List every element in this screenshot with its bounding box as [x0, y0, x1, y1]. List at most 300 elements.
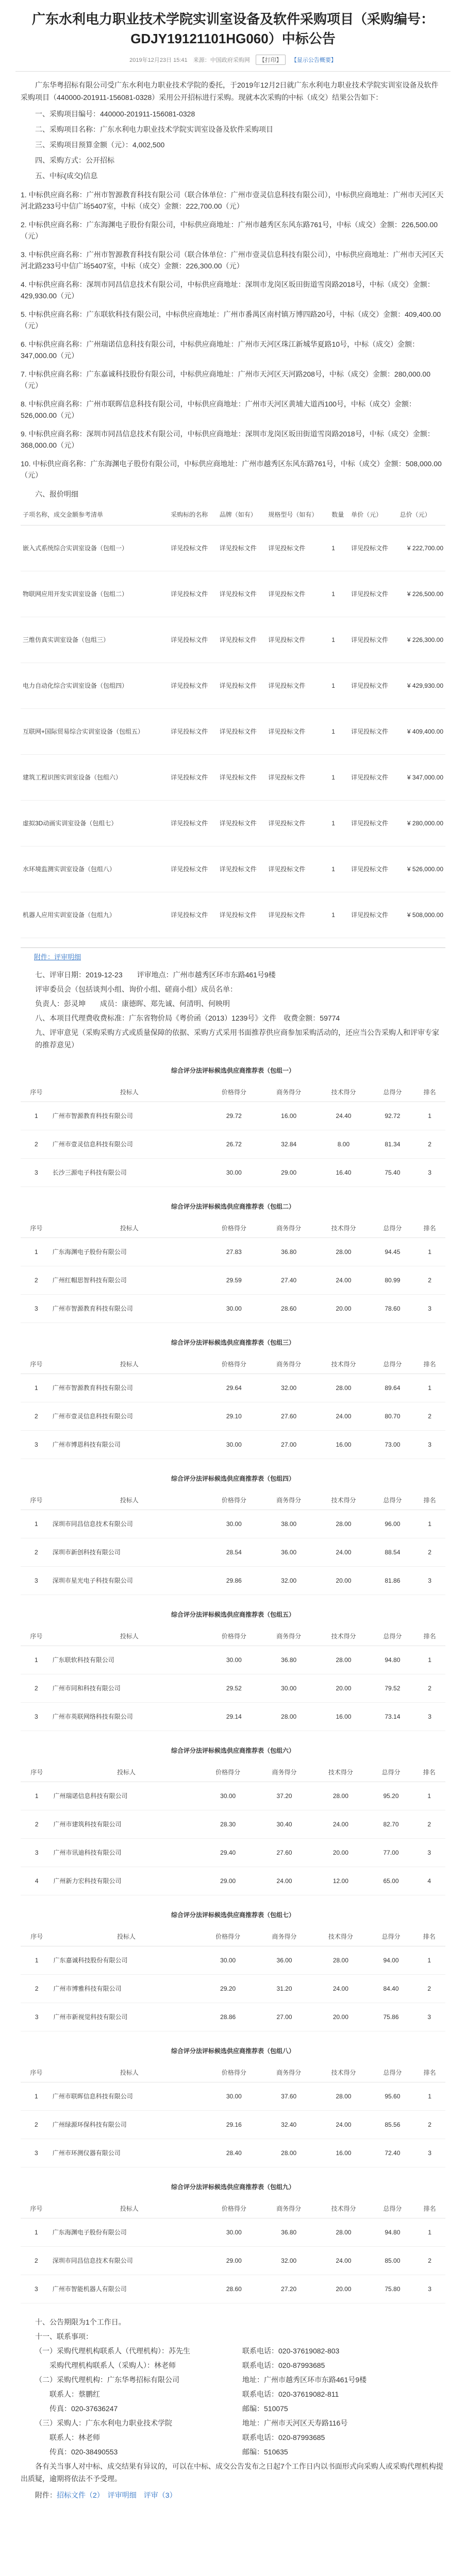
- table-row: [21, 2111, 445, 2139]
- column-header: 总价（元）: [398, 504, 445, 526]
- table-row: [21, 1159, 445, 1187]
- table-cell: 互联网+国际贸易综合实训室设备（包组五）: [21, 709, 169, 755]
- contact-row: [21, 2388, 445, 2400]
- contact-row: [21, 2446, 445, 2458]
- score-table-title: 综合评分法评标候选供应商推荐表（包组四）: [171, 1475, 295, 1482]
- column-header: 序号: [21, 1083, 52, 1102]
- table-cell: 深圳市同昌信息技术有限公司: [52, 1510, 207, 1538]
- table-cell: 详见投标文件: [266, 526, 329, 571]
- score-table: [21, 1083, 445, 1187]
- table-cell: 37.20: [256, 1782, 312, 1810]
- table-row: [21, 663, 445, 709]
- table-cell: 广州市英联网络科技有限公司: [52, 1703, 207, 1731]
- table-cell: 75.40: [371, 1159, 414, 1187]
- table-cell: 电力自动化综合实训室设备（包组四）: [21, 663, 169, 709]
- table-row: [21, 755, 445, 801]
- contact-value: 联系电话：020-87993685: [242, 2433, 325, 2442]
- table-cell: 2: [21, 1130, 52, 1159]
- table-cell: 27.00: [261, 1431, 316, 1459]
- score-table-header: [21, 1927, 445, 1946]
- table-row: [21, 1266, 445, 1295]
- score-table-header: [21, 1491, 445, 1510]
- table-cell: 广州市智源教育科技有限公司: [52, 1102, 207, 1130]
- column-header: 商务得分: [256, 1763, 312, 1782]
- table-cell: 29.20: [200, 1975, 256, 2003]
- column-header: 价格得分: [200, 1763, 256, 1782]
- table-row: [21, 1238, 445, 1266]
- table-cell: 3: [414, 2275, 445, 2303]
- table-cell: 8.00: [316, 1130, 371, 1159]
- table-cell: 详见投标文件: [169, 526, 218, 571]
- table-row: [21, 1975, 445, 2003]
- table-cell: 27.20: [261, 2275, 316, 2303]
- column-header: 序号: [21, 1927, 53, 1946]
- table-cell: 详见投标文件: [218, 571, 267, 617]
- table-row: [21, 1782, 445, 1810]
- table-cell: 3: [21, 1431, 52, 1459]
- table-cell: 详见投标文件: [218, 892, 267, 938]
- table-cell: 36.80: [261, 1238, 316, 1266]
- table-row: [21, 1946, 445, 1975]
- table-cell: 3: [414, 1567, 445, 1595]
- score-table-title: 综合评分法评标候选供应商推荐表（包组一）: [171, 1067, 295, 1074]
- column-header: 价格得分: [207, 2199, 261, 2218]
- table-cell: ¥ 226,300.00: [398, 617, 445, 663]
- table-cell: 3: [21, 2275, 52, 2303]
- table-cell: 详见投标文件: [349, 709, 398, 755]
- table-cell: 3: [414, 1295, 445, 1323]
- divider: [21, 947, 445, 948]
- table-cell: 2: [414, 2111, 445, 2139]
- score-table-header: [21, 1219, 445, 1238]
- table-cell: 2: [21, 2111, 52, 2139]
- table-cell: 81.34: [371, 1130, 414, 1159]
- table-cell: 1: [414, 1374, 445, 1402]
- table-row: [21, 1567, 445, 1595]
- table-cell: 27.00: [256, 2003, 312, 2031]
- table-cell: 1: [21, 1510, 52, 1538]
- table-cell: 32.84: [261, 1130, 316, 1159]
- supplier-entry: 6. 中标供应商名称：广州瑞诺信息科技有限公司，中标供应商地址：广州市天河区珠江新城华夏路10号，中标（成交）金额：347,000.00（元）: [21, 340, 420, 360]
- score-table-header: [21, 2199, 445, 2218]
- table-cell: 75.86: [369, 2003, 413, 2031]
- supplier-list: [21, 189, 445, 481]
- score-table-title: 综合评分法评标候选供应商推荐表（包组二）: [171, 1203, 295, 1210]
- table-cell: 2: [21, 2247, 52, 2275]
- table-cell: 16.40: [316, 1159, 371, 1187]
- table-cell: 1: [21, 1782, 53, 1810]
- score-table: [21, 1927, 445, 2031]
- table-cell: 75.80: [371, 2275, 414, 2303]
- table-cell: 广州市智源教育科技有限公司: [52, 1374, 207, 1402]
- item-budget: 三、采购项目预算金额（元）：4,002,500: [35, 141, 165, 149]
- table-cell: 1: [413, 1782, 445, 1810]
- contact-row: [21, 2359, 445, 2371]
- table-row: [21, 1646, 445, 1674]
- info-line: 八、本项目代理费收费标准：广东省物价局《粤价函（2013）1239号》文件 收费金额：59774: [35, 1014, 340, 1022]
- table-cell: 80.99: [371, 1266, 414, 1295]
- table-cell: 30.00: [207, 1431, 261, 1459]
- table-cell: 详见投标文件: [266, 755, 329, 801]
- column-header: 规格型号（如有）: [266, 504, 329, 526]
- score-table-title: 综合评分法评标候选供应商推荐表（包组八）: [171, 2047, 295, 2055]
- table-cell: 29.14: [207, 1703, 261, 1731]
- column-header: 技术得分: [316, 1219, 371, 1238]
- table-cell: 广东海渊电子股份有限公司: [52, 1238, 207, 1266]
- print-button[interactable]: 【打印】: [256, 55, 286, 65]
- table-cell: 30.00: [207, 1646, 261, 1674]
- score-table-header: [21, 1763, 445, 1782]
- table-cell: 79.52: [371, 1674, 414, 1703]
- column-header: 投标人: [52, 2063, 207, 2082]
- column-header: 总得分: [369, 1927, 413, 1946]
- table-cell: 72.40: [371, 2139, 414, 2167]
- table-cell: 1: [21, 1238, 52, 1266]
- table-cell: 1: [329, 892, 349, 938]
- objection-note: 各有关当事人对中标、成交结果有异议的，可以在中标、成交公告发布之日起7个工作日内以书面形式向采购人或采购代理机构提出质疑，逾期将依法不予受理。: [21, 2462, 443, 2483]
- column-header: 总得分: [371, 2063, 414, 2082]
- column-header: 技术得分: [316, 1355, 371, 1374]
- table-cell: 1: [21, 2218, 52, 2247]
- column-header: 总得分: [369, 1763, 413, 1782]
- table-cell: ¥ 280,000.00: [398, 801, 445, 846]
- table-cell: 广州市智源教育科技有限公司: [52, 1295, 207, 1323]
- table-cell: 36.00: [261, 1538, 316, 1567]
- column-header: 商务得分: [261, 1627, 316, 1646]
- table-cell: 1: [329, 755, 349, 801]
- score-table: [21, 1219, 445, 1323]
- column-header: 排名: [414, 1627, 445, 1646]
- item-method: 四、采购方式：公开招标: [35, 156, 114, 164]
- table-cell: 37.60: [261, 2082, 316, 2111]
- column-header: 子项名称，成交金额参考清单: [21, 504, 169, 526]
- table-cell: 3: [21, 1567, 52, 1595]
- contact-row: [21, 2374, 445, 2386]
- publish-date: 2019年12月23日 15:41: [129, 57, 188, 63]
- table-cell: 深圳市同昌信息技术有限公司: [52, 2247, 207, 2275]
- table-cell: 16.00: [316, 1431, 371, 1459]
- column-header: 投标人: [52, 1219, 207, 1238]
- table-cell: 29.59: [207, 1266, 261, 1295]
- info-line: 七、评审日期：2019-12-23 评审地点：广州市越秀区环市东路461号9楼: [35, 971, 276, 979]
- table-cell: 广东联软科技有限公司: [52, 1646, 207, 1674]
- table-cell: 32.00: [261, 2247, 316, 2275]
- table-cell: 88.54: [371, 1538, 414, 1567]
- table-cell: 广州市新视觉科技有限公司: [53, 2003, 199, 2031]
- table-cell: 广州市博雅科技有限公司: [53, 1975, 199, 2003]
- table-cell: 深圳市新创科技有限公司: [52, 1538, 207, 1567]
- contact-row: [21, 2431, 445, 2444]
- table-row: [21, 1867, 445, 1895]
- table-cell: 2: [21, 1538, 52, 1567]
- column-header: 价格得分: [207, 1083, 261, 1102]
- table-cell: 详见投标文件: [169, 571, 218, 617]
- supplier-entry: 5. 中标供应商名称：广东联软科技有限公司，中标供应商地址：广州市番禺区南村镇万博四路20号，中标（成交）金额：409,400.00（元）: [21, 310, 441, 330]
- contact-label: 传真：020-38490553: [35, 2448, 118, 2456]
- supplier-entry: 3. 中标供应商名称：广州市智源教育科技有限公司（联合体单位：广州市壹灵信息科技有限公司），中标供应商地址：广州市天河区天河北路233号中信广场5407室，中标（成交）金额：226,300.00（元）: [21, 250, 444, 270]
- attachment-links[interactable]: 招标文件（2） 评审明细 评审（3）: [57, 2491, 177, 2499]
- table-cell: 1: [414, 2218, 445, 2247]
- supplier-entry: 8. 中标供应商名称：广州市联晖信息科技有限公司，中标供应商地址：广州市天河区黄埔大道西100号，中标（成交）金额：526,000.00（元）: [21, 400, 416, 419]
- table-row: [21, 2139, 445, 2167]
- table-cell: 详见投标文件: [349, 892, 398, 938]
- column-header: 技术得分: [312, 1763, 369, 1782]
- contact-label: （一）采购代理机构联系人（代理机构）：苏先生: [35, 2347, 190, 2355]
- table-row: [21, 2082, 445, 2111]
- table-cell: 29.86: [207, 1567, 261, 1595]
- table-cell: 29.16: [207, 2111, 261, 2139]
- table-row: [21, 617, 445, 663]
- table-cell: 32.40: [261, 2111, 316, 2139]
- score-table-title: 综合评分法评标候选供应商推荐表（包组五）: [171, 1611, 295, 1618]
- table-cell: 30.00: [207, 2082, 261, 2111]
- column-header: 投标人: [52, 1491, 207, 1510]
- table-cell: 1: [329, 617, 349, 663]
- table-cell: 16.00: [261, 1102, 316, 1130]
- table-cell: 94.45: [371, 1238, 414, 1266]
- column-header: 序号: [21, 1491, 52, 1510]
- contact-label: （二）采购代理机构：广东华粤招标有限公司: [35, 2376, 179, 2384]
- table-cell: 2: [414, 1674, 445, 1703]
- info-line: 评审委员会（包括谈判小组、询价小组、磋商小组）成员名单：: [35, 985, 237, 993]
- table-cell: 36.80: [261, 1646, 316, 1674]
- table-cell: 详见投标文件: [349, 801, 398, 846]
- table-cell: 详见投标文件: [218, 663, 267, 709]
- table-cell: 28.00: [261, 2139, 316, 2167]
- score-table: [21, 2199, 445, 2303]
- table-cell: 详见投标文件: [349, 663, 398, 709]
- column-header: 排名: [414, 2199, 445, 2218]
- table-cell: 16.00: [316, 2139, 371, 2167]
- table-cell: 广州市智能机器人有限公司: [52, 2275, 207, 2303]
- table-cell: 详见投标文件: [218, 801, 267, 846]
- column-header: 总得分: [371, 2199, 414, 2218]
- table-cell: 1: [329, 846, 349, 892]
- table-row: [21, 2247, 445, 2275]
- table-cell: 详见投标文件: [266, 846, 329, 892]
- column-header: 价格得分: [207, 1627, 261, 1646]
- table-cell: 27.40: [261, 1266, 316, 1295]
- column-header: 排名: [414, 1219, 445, 1238]
- table-cell: 广州新力宏科技有限公司: [53, 1867, 199, 1895]
- table-cell: 28.60: [261, 1295, 316, 1323]
- table-cell: 详见投标文件: [266, 617, 329, 663]
- table-cell: 详见投标文件: [169, 709, 218, 755]
- score-table-title: 综合评分法评标候选供应商推荐表（包组七）: [171, 1911, 295, 1919]
- table-cell: 2: [413, 1975, 445, 2003]
- column-header: 序号: [21, 1355, 52, 1374]
- table-cell: 96.00: [371, 1510, 414, 1538]
- contact-label: 传真：020-37636247: [35, 2404, 118, 2413]
- table-cell: 20.00: [312, 1839, 369, 1867]
- table-cell: 2: [413, 1810, 445, 1839]
- table-cell: 28.00: [312, 1946, 369, 1975]
- supplier-entry: 2. 中标供应商名称：广东海渊电子股份有限公司，中标供应商地址：广州市越秀区东风东路761号，中标（成交）金额：226,500.00（元）: [21, 221, 438, 240]
- table-cell: 1: [413, 1946, 445, 1975]
- column-header: 排名: [414, 2063, 445, 2082]
- table-cell: 94.80: [371, 1646, 414, 1674]
- column-header: 总得分: [371, 1083, 414, 1102]
- score-table: [21, 1763, 445, 1895]
- score-table: [21, 1491, 445, 1595]
- table-cell: 20.00: [316, 2275, 371, 2303]
- table-cell: 73.00: [371, 1431, 414, 1459]
- table-cell: 3: [21, 1295, 52, 1323]
- table-cell: 77.00: [369, 1839, 413, 1867]
- contact-label: 采购代理机构联系人（采购人）：林老师: [35, 2361, 176, 2369]
- table-cell: 详见投标文件: [218, 526, 267, 571]
- table-cell: 29.72: [207, 1102, 261, 1130]
- table-cell: 详见投标文件: [169, 801, 218, 846]
- table-cell: 详见投标文件: [349, 617, 398, 663]
- supplier-entry: 4. 中标供应商名称：深圳市同昌信息技术有限公司，中标供应商地址：深圳市龙岗区坂田街道雪岗路2018号，中标（成交）金额：429,930.00（元）: [21, 280, 435, 300]
- table-cell: 1: [414, 1646, 445, 1674]
- table-cell: ¥ 347,000.00: [398, 755, 445, 801]
- table-cell: 29.52: [207, 1674, 261, 1703]
- contact-label: 联系人：蔡鹏红: [35, 2390, 100, 2398]
- table-cell: 24.00: [316, 1402, 371, 1431]
- table-row: [21, 1674, 445, 1703]
- table-cell: 4: [413, 1867, 445, 1895]
- column-header: 技术得分: [316, 2063, 371, 2082]
- contact-value: 邮编：510635: [242, 2448, 288, 2456]
- table-cell: 30.00: [261, 1674, 316, 1703]
- table-cell: 深圳市星光电子科技有限公司: [52, 1567, 207, 1595]
- table-cell: 2: [21, 1266, 52, 1295]
- table-cell: 详见投标文件: [169, 846, 218, 892]
- table-row: [21, 709, 445, 755]
- contact-row: [21, 2345, 445, 2357]
- table-cell: 详见投标文件: [169, 755, 218, 801]
- column-header: 投标人: [52, 2199, 207, 2218]
- table-cell: 广州市同和科技有限公司: [52, 1674, 207, 1703]
- table-cell: 广州绿源环保科技有限公司: [52, 2111, 207, 2139]
- table-cell: 82.70: [369, 1810, 413, 1839]
- info-line: 九、评审意见（采购采购方式或质量保障的依据、采购方式采用书面推荐供应商参加采购活动的，还应当公告采购人和评审专家的推荐意见）: [35, 1028, 439, 1049]
- table-cell: 1: [21, 2082, 52, 2111]
- table-cell: 三维仿真实训室设备（包组三）: [21, 617, 169, 663]
- column-header: 技术得分: [316, 1627, 371, 1646]
- quote-table: [21, 504, 445, 938]
- table-cell: 24.00: [312, 1810, 369, 1839]
- table-cell: 1: [414, 1238, 445, 1266]
- table-cell: 28.40: [207, 2139, 261, 2167]
- contact-list: [21, 2345, 445, 2458]
- table-cell: 28.30: [200, 1810, 256, 1839]
- table-cell: ¥ 429,930.00: [398, 663, 445, 709]
- review-details-link[interactable]: 附件：评审明细: [34, 953, 81, 961]
- table-row: [21, 1402, 445, 1431]
- table-cell: 28.00: [316, 2082, 371, 2111]
- table-cell: 28.00: [312, 1782, 369, 1810]
- table-cell: 38.00: [261, 1510, 316, 1538]
- table-cell: 27.60: [256, 1839, 312, 1867]
- table-cell: 2: [21, 1674, 52, 1703]
- intro-paragraph: 广东华粤招标有限公司受广东水利电力职业技术学院的委托，于2019年12月2日就广东水利电力职业技术学院实训室设备及软件采购项目（440000-201911-156081-0328）采用公开招标进行采购。现就本次采购的中标（成交）结果公告如下：: [21, 81, 439, 101]
- contact-value: 联系电话：020-37619082-811: [242, 2390, 339, 2398]
- contact-value: 邮编：510075: [242, 2404, 288, 2413]
- column-header: 序号: [21, 2063, 52, 2082]
- table-cell: 详见投标文件: [169, 617, 218, 663]
- score-table: [21, 1355, 445, 1459]
- score-tables: [21, 1064, 445, 2303]
- score-table: [21, 2063, 445, 2167]
- table-row: [21, 801, 445, 846]
- column-header: 商务得分: [261, 1219, 316, 1238]
- supplier-entry: 1. 中标供应商名称：广州市智源教育科技有限公司（联合体单位：广州市壹灵信息科技有限公司），中标供应商地址：广州市天河区天河北路233号中信广场5407室，中标（成交）金额：222,700.00（元）: [21, 191, 444, 210]
- table-cell: 30.00: [200, 1782, 256, 1810]
- table-cell: 广州市环测仪器有限公司: [52, 2139, 207, 2167]
- table-cell: 78.60: [371, 1295, 414, 1323]
- table-row: [21, 1374, 445, 1402]
- table-cell: 长沙三源电子科技有限公司: [52, 1159, 207, 1187]
- page-title: 广东水利电力职业技术学院实训室设备及软件采购项目（采购编号：GDJY19121101HG060）中标公告: [31, 11, 434, 46]
- table-row: [21, 571, 445, 617]
- column-header: 投标人: [52, 1355, 207, 1374]
- table-cell: 2: [414, 1266, 445, 1295]
- table-cell: 3: [21, 1703, 52, 1731]
- table-row: [21, 1703, 445, 1731]
- table-cell: 1: [329, 526, 349, 571]
- table-cell: 28.00: [316, 1374, 371, 1402]
- table-cell: 1: [414, 1102, 445, 1130]
- item-project-name: 二、采购项目名称：广东水利电力职业技术学院实训室设备及软件采购项目: [35, 125, 273, 133]
- table-cell: 3: [413, 2003, 445, 2031]
- table-cell: 29.00: [207, 2247, 261, 2275]
- column-header: 技术得分: [316, 2199, 371, 2218]
- table-cell: 2: [21, 1975, 53, 2003]
- column-header: 排名: [413, 1927, 445, 1946]
- table-cell: 20.00: [316, 1295, 371, 1323]
- column-header: 排名: [414, 1355, 445, 1374]
- table-cell: 94.80: [371, 2218, 414, 2247]
- table-cell: 广州红帽思智科技有限公司: [52, 1266, 207, 1295]
- table-cell: 32.00: [261, 1374, 316, 1402]
- column-header: 总得分: [371, 1491, 414, 1510]
- table-cell: 20.00: [316, 1567, 371, 1595]
- column-header: 技术得分: [312, 1927, 369, 1946]
- column-header: 排名: [414, 1083, 445, 1102]
- table-cell: 28.60: [207, 2275, 261, 2303]
- score-table-header: [21, 2063, 445, 2082]
- table-cell: 30.40: [256, 1810, 312, 1839]
- table-cell: 24.00: [256, 1867, 312, 1895]
- summary-link[interactable]: 【显示公告概要】: [291, 57, 337, 63]
- table-cell: 73.14: [371, 1703, 414, 1731]
- table-cell: 27.83: [207, 1238, 261, 1266]
- table-cell: 29.00: [261, 1159, 316, 1187]
- table-cell: 65.00: [369, 1867, 413, 1895]
- table-cell: 广东嘉诚科技股份有限公司: [53, 1946, 199, 1975]
- table-cell: 广州市联晖信息科技有限公司: [52, 2082, 207, 2111]
- column-header: 采购标的名称: [169, 504, 218, 526]
- table-cell: 虚拟3D动画实训室设备（包组七）: [21, 801, 169, 846]
- table-cell: ¥ 526,000.00: [398, 846, 445, 892]
- table-cell: 30.00: [207, 2218, 261, 2247]
- table-row: [21, 1295, 445, 1323]
- table-cell: 24.00: [316, 2111, 371, 2139]
- table-cell: 31.20: [256, 1975, 312, 2003]
- attachments: [35, 2489, 445, 2501]
- column-header: 技术得分: [316, 1491, 371, 1510]
- table-row: [21, 526, 445, 571]
- table-cell: 3: [21, 2003, 53, 2031]
- table-cell: 29.40: [200, 1839, 256, 1867]
- article-body: [0, 79, 466, 2501]
- score-table-header: [21, 1627, 445, 1646]
- quote-table-header: [21, 504, 445, 526]
- table-cell: 建筑工程识图实训室设备（包组六）: [21, 755, 169, 801]
